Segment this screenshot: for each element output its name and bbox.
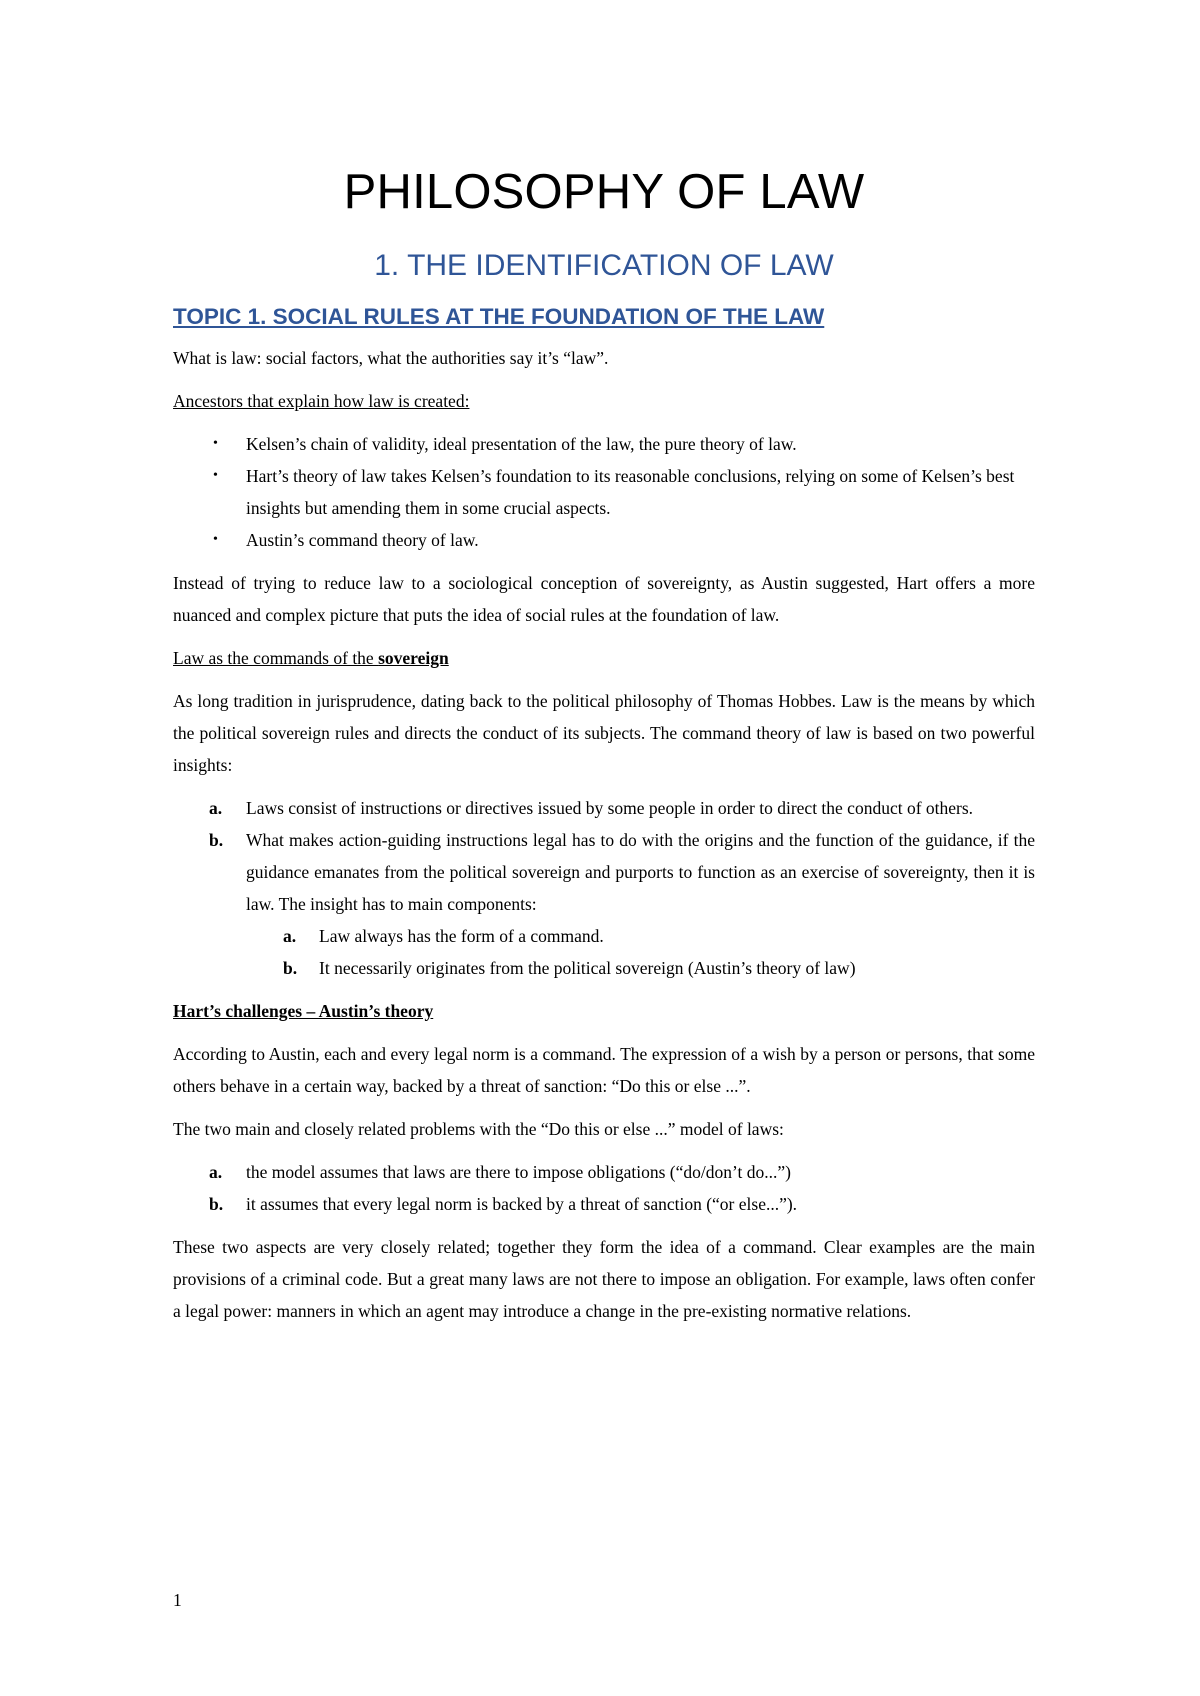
paragraph-two-problems: The two main and closely related problems with the “Do this or else ...” model of laws: [173,1119,784,1139]
list-item-text: it assumes that every legal norm is backed by a threat of sanction (“or else...”). [246,1194,798,1214]
part-title: 1. THE IDENTIFICATION OF LAW [374,249,834,282]
list-item-text: It necessarily originates from the political sovereign (Austin’s theory of law) [319,958,856,978]
commands-heading-bold: sovereign [378,648,449,668]
list-item [173,792,1035,824]
commands-heading-prefix: Law as the commands of the [173,648,379,668]
insights-list [173,792,1035,984]
ancestors-list [173,428,1035,556]
list-item-text: Austin’s command theory of law. [246,530,479,550]
list-marker: a. [209,1162,223,1182]
list-item [173,824,1035,984]
list-item [246,920,1035,952]
paragraph-according-to-austin: According to Austin, each and every legal norm is a command. The expression of a wish by a person or persons, that some others behave in a certain way, backed by a threat of sanction: “Do this or else ...”. [173,1044,1035,1096]
list-item [173,428,1035,460]
challenges-heading [173,995,1035,1027]
paragraph-long-tradition: As long tradition in jurisprudence, dating back to the political philosophy of Thomas Hobbes. Law is the means by which the political sovereign rules and directs the conduct of its subjects. The command theory of law is based on two powerful insights: [173,691,1035,775]
ancestors-heading-text: Ancestors that explain how law is created: [173,391,470,411]
components-list [246,920,1035,984]
paragraph-closely-related: These two aspects are very closely related; together they form the idea of a command. Clear examples are the main provisions of a criminal code. But a great many laws are not there to impose an obligation. For example, laws often confer a legal power: manners in which an agent may introduce a change in the pre-existing normative relations. [173,1237,1035,1321]
paragraph-hart-nuanced: Instead of trying to reduce law to a sociological conception of sovereignty, as Austin suggested, Hart offers a more nuanced and complex picture that puts the idea of social rules at the foundation of law. [173,573,1035,625]
list-marker: b. [209,830,224,850]
page-content [173,160,1035,1338]
list-item [173,1188,1035,1220]
paragraph-what-is-law: What is law: social factors, what the authorities say it’s “law”. [173,348,609,368]
list-item [173,524,1035,556]
list-item-text: Hart’s theory of law takes Kelsen’s foundation to its reasonable conclusions, relying on some of Kelsen’s best insights but amending them in some crucial aspects. [246,466,1015,518]
list-item [173,460,1035,524]
commands-heading [173,642,1035,674]
list-item-text: What makes action-guiding instructions legal has to do with the origins and the function of the guidance, if the guidance emanates from the political sovereign and purports to function as an exercise of sovereignty, then it is law. The insight has to main components: [246,830,1035,914]
page-number: 1 [173,1590,182,1610]
challenges-heading-text: Hart’s challenges – Austin’s theory [173,1001,434,1021]
bullet-icon: • [213,468,218,483]
problems-list [173,1156,1035,1220]
document-title: PHILOSOPHY OF LAW [343,165,865,219]
list-marker: b. [209,1194,224,1214]
list-item [246,952,1035,984]
bullet-icon: • [213,436,218,451]
list-marker: b. [283,958,298,978]
topic-title: TOPIC 1. SOCIAL RULES AT THE FOUNDATION OF THE LAW [173,304,825,329]
list-item [173,1156,1035,1188]
list-item-text: the model assumes that laws are there to impose obligations (“do/don’t do...”) [246,1162,791,1182]
list-marker: a. [283,926,297,946]
bullet-icon: • [213,532,218,547]
list-item-text: Laws consist of instructions or directives issued by some people in order to direct the conduct of others. [246,798,974,818]
list-marker: a. [209,798,223,818]
list-item-text: Kelsen’s chain of validity, ideal presentation of the law, the pure theory of law. [246,434,797,454]
list-item-text: Law always has the form of a command. [319,926,604,946]
ancestors-heading [173,385,1035,417]
